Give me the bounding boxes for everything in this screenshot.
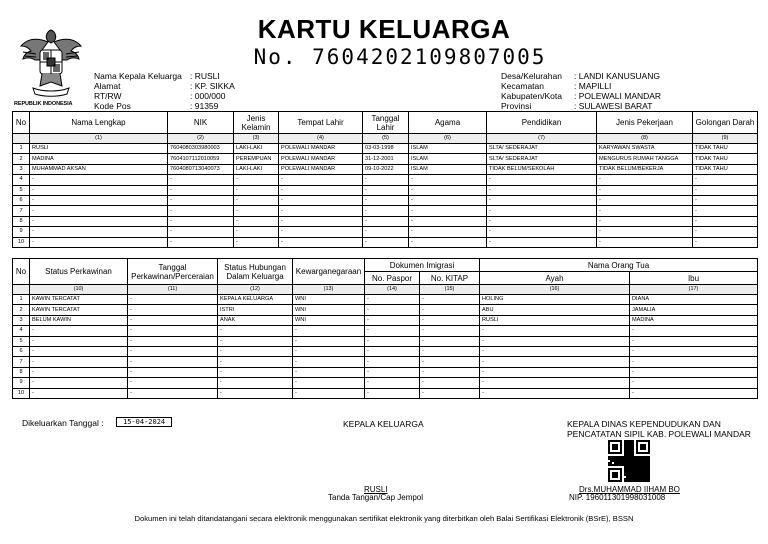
header-row-rtrw: RT/RW : 000/000 [94,91,226,101]
col-header-status-hubungan: Status Hubungan Dalam Keluarga [218,259,293,285]
table-cell: - [293,336,365,346]
table-row [13,227,758,237]
table-row [13,367,758,377]
row-number-cell: 10 [13,388,30,398]
table-cell: - [693,175,758,185]
table-cell: - [30,388,128,398]
table-cell: - [234,227,279,237]
colnum-cell: (4) [279,134,363,144]
table-cell: - [128,346,218,356]
colnum-cell: (8) [597,134,693,144]
table-cell: - [365,378,420,388]
col-header-golongan-darah: Golongan Darah [693,112,758,134]
issued-date-label: Dikeluarkan Tanggal : [22,418,104,428]
table-cell: DIANA [630,295,758,305]
row-number-cell: 1 [13,295,30,305]
table-row [13,357,758,367]
table-row [13,164,758,174]
table-cell: ISLAM [409,164,487,174]
colnum-cell: (2) [168,134,234,144]
signature-caption: Tanda Tangan/Cap Jempol [328,493,424,502]
table-cell: - [128,367,218,377]
left-header [94,71,235,111]
table-cell: TIDAK BELUM/BEKERJA [597,164,693,174]
colnum-cell: (5) [363,134,409,144]
table-cell: ABU [480,305,630,315]
table-cell: - [487,227,597,237]
table-cell: KAWIN TERCATAT [30,305,128,315]
table-cell: - [630,388,758,398]
table-cell: - [365,336,420,346]
col-header-tanggal-perkawinan: Tanggal Perkawinan/Perceraian [128,259,218,285]
table-cell: - [293,388,365,398]
table-cell: - [279,195,363,205]
col-header-jenis-kelamin: Jenis Kelamin [234,112,279,134]
colnum-cell: (1) [30,134,168,144]
right-header [501,71,661,111]
row-number-cell: 7 [13,357,30,367]
table-cell: - [420,346,480,356]
table-cell: - [597,227,693,237]
table-cell: - [630,336,758,346]
table-cell: - [218,388,293,398]
table-row [13,237,758,247]
head-of-family-label: KEPALA KELUARGA [343,419,424,429]
table-cell: - [234,185,279,195]
table-cell: 09-10-2022 [363,164,409,174]
table-cell: - [30,206,168,216]
table-cell: - [363,237,409,247]
table-cell: - [597,216,693,226]
table-cell: - [293,367,365,377]
table-cell: - [128,295,218,305]
table-cell: - [487,185,597,195]
table-cell: - [30,326,128,336]
table-cell: - [365,367,420,377]
table-cell: - [480,357,630,367]
table-cell: - [420,378,480,388]
col-header-ayah: Ayah [480,272,630,285]
table-cell: - [363,227,409,237]
table-cell: - [693,227,758,237]
row-number-cell: 9 [13,227,30,237]
colnum-cell [13,285,30,295]
head-of-family-name: RUSLI [364,485,388,494]
col-header-dokumen-imigrasi: Dokumen Imigrasi [365,259,480,272]
table-cell: POLEWALI MANDAR [279,154,363,164]
table-cell: - [293,346,365,356]
table-cell: - [30,227,168,237]
table-cell: - [363,216,409,226]
table-cell: - [365,295,420,305]
table-row [13,326,758,336]
table-cell: - [168,237,234,247]
row-number-cell: 6 [13,195,30,205]
col-header-nama: Nama Lengkap [30,112,168,134]
table-cell: - [218,378,293,388]
table-cell: ISTRI [218,305,293,315]
table-cell: - [693,216,758,226]
colnum-cell: (12) [218,285,293,295]
table-cell: - [293,326,365,336]
table-cell: - [365,346,420,356]
table-cell: - [487,206,597,216]
table-cell: - [279,227,363,237]
table-cell: - [420,295,480,305]
colnum-cell: (9) [693,134,758,144]
table-cell: - [487,175,597,185]
table-row [13,216,758,226]
table-cell: MADINA [630,315,758,325]
table-row [13,206,758,216]
table-cell: - [480,346,630,356]
table-cell: - [279,216,363,226]
table-cell: - [168,195,234,205]
table-cell: - [128,305,218,315]
row-number-cell: 9 [13,378,30,388]
col-header-no: No [13,112,30,134]
table-cell: - [409,227,487,237]
table-row [13,185,758,195]
header-row-nama: Nama Kepala Keluarga : RUSLI [94,71,220,81]
colnum-cell: (16) [480,285,630,295]
table-cell: - [218,336,293,346]
table-cell: - [128,388,218,398]
table-cell: - [409,175,487,185]
table-cell: POLEWALI MANDAR [279,164,363,174]
department-head-title-line1: KEPALA DINAS KEPENDUDUKAN DAN [567,419,721,429]
table-cell: - [597,185,693,195]
col-header-tanggal-lahir: Tanggal Lahir [363,112,409,134]
row-number-cell: 3 [13,164,30,174]
table-cell: - [365,315,420,325]
row-number-cell: 3 [13,315,30,325]
table-row [13,295,758,305]
table-cell: - [218,357,293,367]
table-cell: WNI [293,315,365,325]
header-row-kodepos: Kode Pos : 91359 [94,101,219,111]
table-cell: - [128,326,218,336]
table-cell: WNI [293,295,365,305]
table-cell: - [218,346,293,356]
table-row [13,154,758,164]
table-cell: - [693,206,758,216]
department-head-nip: NIP. 196011301998031008 [569,493,666,502]
table-cell: - [234,237,279,247]
table-cell: - [693,185,758,195]
table-cell: - [630,367,758,377]
colnum-cell: (13) [293,285,365,295]
table-cell: - [365,305,420,315]
table-cell: - [30,216,168,226]
colnum-cell: (11) [128,285,218,295]
table-cell: 03-03-1998 [363,144,409,154]
table-cell: HOLING [480,295,630,305]
table-cell: 7604107112010059 [168,154,234,164]
col-header-tempat-lahir: Tempat Lahir [279,112,363,134]
table-cell: JAMALIA [630,305,758,315]
colnum-cell: (6) [409,134,487,144]
table-cell: ISLAM [409,144,487,154]
col-header-kewarganegaraan: Kewarganegaraan [293,259,365,285]
electronic-signature-note: Dokumen ini telah ditandatangani secara elektronik menggunakan sertifikat elektronik yang diterbitkan oleh Balai Sertifikasi Elektronik (BSrE), BSSN [134,514,634,523]
table-cell: - [409,216,487,226]
table-cell: - [480,367,630,377]
table-row [13,195,758,205]
table-cell: ISLAM [409,154,487,164]
table-cell: - [128,315,218,325]
table-cell: - [420,326,480,336]
row-number-cell: 2 [13,154,30,164]
col-header-ibu: Ibu [630,272,758,285]
department-head-title-line2: PENCATATAN SIPIL KAB. POLEWALI MANDAR [567,429,751,439]
colnum-cell: (10) [30,285,128,295]
table-cell: - [234,175,279,185]
col-header-no-kitap: No. KITAP [420,272,480,285]
table-cell: POLEWALI MANDAR [279,144,363,154]
table-cell: BELUM KAWIN [30,315,128,325]
row-number-cell: 8 [13,367,30,377]
table-cell: - [420,315,480,325]
header-row-provinsi: Provinsi : SULAWESI BARAT [501,101,653,111]
table-cell: 7604080713040073 [168,164,234,174]
row-number-cell: 5 [13,336,30,346]
table-cell: - [365,388,420,398]
table-cell: - [293,357,365,367]
table-cell: - [168,185,234,195]
table-cell: ANAK [218,315,293,325]
table-cell: - [693,237,758,247]
document-title: KARTU KELUARGA [257,14,511,44]
row-number-cell: 6 [13,346,30,356]
table-cell: - [365,326,420,336]
table-cell: - [487,216,597,226]
table-cell: - [128,357,218,367]
row-number-cell: 7 [13,206,30,216]
col-header-nik: NIK [168,112,234,134]
table-cell: - [630,346,758,356]
table-cell: - [597,195,693,205]
header-row-kecamatan: Kecamatan : MAPILLI [501,81,612,91]
table-cell: - [128,336,218,346]
table-cell: - [363,175,409,185]
col-header-pendidikan: Pendidikan [487,112,597,134]
table-cell: WNI [293,305,365,315]
table-cell: - [480,388,630,398]
table-cell: - [128,378,218,388]
table-cell: RUSLI [480,315,630,325]
table-cell: 31-12-2001 [363,154,409,164]
row-number-cell: 4 [13,175,30,185]
table-cell: - [420,357,480,367]
table-cell: - [409,237,487,247]
table-cell: TIDAK TAHU [693,154,758,164]
table-cell: - [487,195,597,205]
table-cell: - [279,175,363,185]
table-cell: - [420,367,480,377]
emblem-caption: REPUBLIK INDONESIA [14,101,73,107]
table-cell: - [279,237,363,247]
issued-date-value: 15-04-2024 [116,417,172,427]
table-cell: - [409,185,487,195]
table-cell: 7604080303980003 [168,144,234,154]
col-header-pekerjaan: Jenis Pekerjaan [597,112,693,134]
table-cell: - [630,378,758,388]
table-cell: - [234,195,279,205]
row-number-cell: 1 [13,144,30,154]
table-row [13,144,758,154]
table-cell: - [279,185,363,195]
table-cell: MUHAMMAD AKSAN [30,164,168,174]
table-cell: - [30,195,168,205]
table-cell: - [480,378,630,388]
table-cell: - [279,206,363,216]
table-cell: MENGURUS RUMAH TANGGA [597,154,693,164]
table-cell: TIDAK TAHU [693,164,758,174]
table-cell: - [30,357,128,367]
table-cell: - [597,206,693,216]
table-row [13,378,758,388]
colnum-cell: (15) [420,285,480,295]
table-cell: - [420,336,480,346]
table-cell: PEREMPUAN [234,154,279,164]
table-row [13,388,758,398]
table-cell: MADINA [30,154,168,164]
table-cell: - [234,206,279,216]
table-cell: - [168,227,234,237]
table-cell: - [168,216,234,226]
colnum-cell: (3) [234,134,279,144]
col-header-no: No [13,259,30,285]
table-cell: TIDAK TAHU [693,144,758,154]
table-cell: - [487,237,597,247]
table-cell: SLTA/ SEDERAJAT [487,154,597,164]
table-cell: KAWIN TERCATAT [30,295,128,305]
header-row-kabupaten: Kabupaten/Kota : POLEWALI MANDAR [501,91,662,101]
table-cell: - [30,175,168,185]
row-number-cell: 8 [13,216,30,226]
table-cell: - [218,367,293,377]
row-number-cell: 5 [13,185,30,195]
table-cell: - [168,206,234,216]
document-number: No. 7604202109807005 [253,45,547,69]
row-number-cell: 10 [13,237,30,247]
table-cell: - [30,336,128,346]
table-cell: - [630,357,758,367]
table-row [13,315,758,325]
table-cell: KARYAWAN SWASTA [597,144,693,154]
header-row-alamat: Alamat : KP. SIKKA [94,81,235,91]
table-row [13,305,758,315]
table-cell: - [30,367,128,377]
colnum-cell [13,134,30,144]
department-head-title [567,419,751,439]
col-header-status-perkawinan: Status Perkawinan [30,259,128,285]
header-row-desa: Desa/Kelurahan : LANDI KANUSUANG [501,71,660,81]
table-cell: SLTA/ SEDERAJAT [487,144,597,154]
table-cell: - [30,237,168,247]
table-cell: - [218,326,293,336]
table-cell: - [480,326,630,336]
table-cell: - [597,175,693,185]
table-cell: - [293,378,365,388]
table-cell: LAKI-LAKI [234,144,279,154]
table-row [13,336,758,346]
col-header-nama-orang-tua: Nama Orang Tua [480,259,758,272]
table-cell: RUSLI [30,144,168,154]
qr-code-icon[interactable] [608,440,650,482]
colnum-cell: (17) [630,285,758,295]
col-header-no-paspor: No. Paspor [365,272,420,285]
row-number-cell: 4 [13,326,30,336]
table-cell: - [234,216,279,226]
table-cell: - [693,195,758,205]
colnum-cell: (14) [365,285,420,295]
family-members-table [12,111,758,248]
table-cell: - [630,326,758,336]
table-row [13,346,758,356]
table-cell: - [363,185,409,195]
department-head-name: Drs.MUHAMMAD IIHAM BO [579,485,680,494]
table-cell: - [363,195,409,205]
table-cell: - [168,175,234,185]
table-row [13,175,758,185]
table-cell: - [30,346,128,356]
table-cell: - [365,357,420,367]
table-cell: - [363,206,409,216]
table-cell: LAKI-LAKI [234,164,279,174]
table-cell: - [30,378,128,388]
table-cell: - [597,237,693,247]
table-cell: - [409,195,487,205]
table-cell: KEPALA KELUARGA [218,295,293,305]
table-cell: - [30,185,168,195]
table-cell: - [420,305,480,315]
table-cell: - [420,388,480,398]
colnum-cell: (7) [487,134,597,144]
row-number-cell: 2 [13,305,30,315]
table-cell: - [409,206,487,216]
table-cell: - [480,336,630,346]
family-status-table [12,258,758,399]
table-cell: TIDAK BELUM/SEKOLAH [487,164,597,174]
col-header-agama: Agama [409,112,487,134]
